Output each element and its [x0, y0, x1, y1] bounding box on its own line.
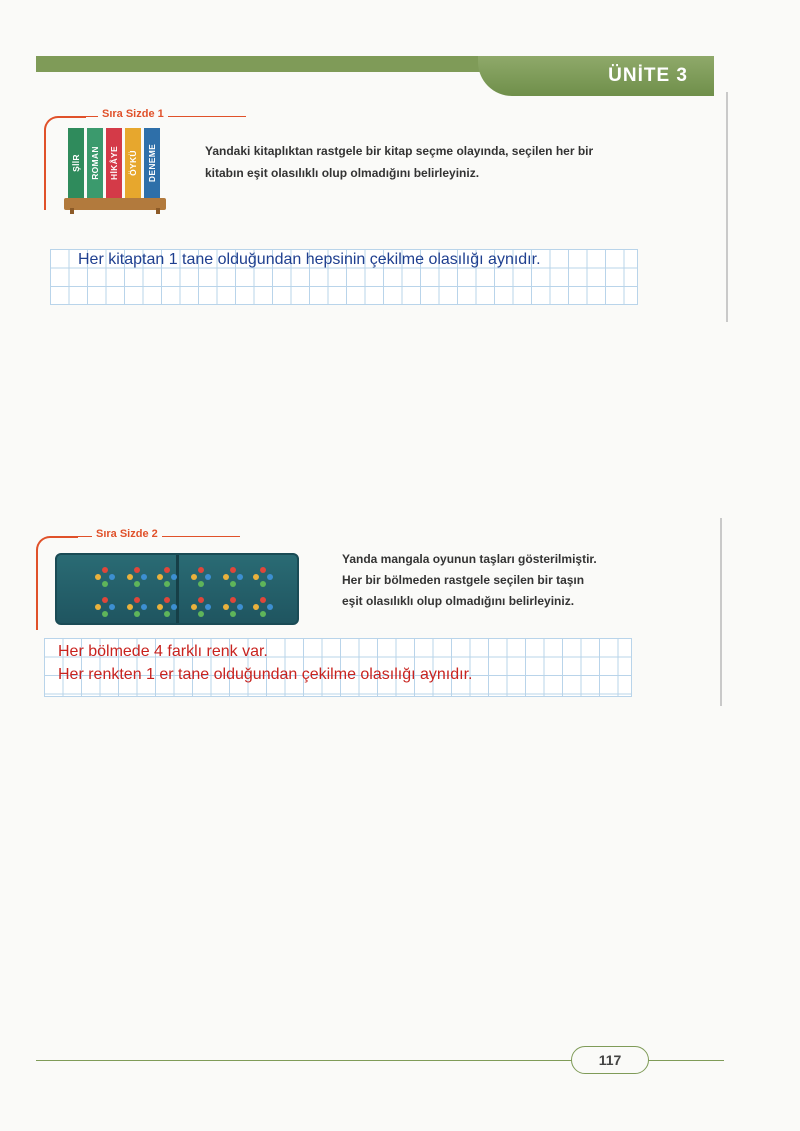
mangala-stone	[171, 604, 177, 610]
mangala-stone	[157, 574, 163, 580]
mangala-stone	[198, 567, 204, 573]
page-number: 117	[571, 1046, 649, 1074]
mangala-stone	[134, 611, 140, 617]
mangala-stone	[230, 581, 236, 587]
book: DENEME	[144, 128, 160, 198]
page-edge-line	[720, 518, 722, 706]
mangala-stone	[102, 567, 108, 573]
mangala-stone	[267, 574, 273, 580]
mangala-stone	[191, 574, 197, 580]
mangala-stone	[205, 604, 211, 610]
page-edge-line	[726, 92, 728, 322]
handwritten-answer: Her kitaptan 1 tane olduğundan hepsinin çekilme olasılığı aynıdır.	[78, 251, 541, 268]
mangala-stone	[260, 581, 266, 587]
mangala-stone	[127, 604, 133, 610]
mangala-stone	[95, 574, 101, 580]
mangala-stone	[164, 567, 170, 573]
mangala-pit	[223, 567, 243, 587]
mangala-stone	[253, 604, 259, 610]
mangala-pit	[127, 597, 147, 617]
mangala-stone	[237, 604, 243, 610]
mangala-stone	[260, 597, 266, 603]
mangala-pit	[127, 567, 147, 587]
mangala-stone	[223, 604, 229, 610]
mangala-stone	[164, 581, 170, 587]
mangala-stone	[198, 597, 204, 603]
mangala-pit	[191, 567, 211, 587]
mangala-stone	[109, 574, 115, 580]
question-text: Yanda mangala oyunun taşları gösterilmiştir. Her bir bölmeden rastgele seçilen bir taşın eşit olasılıklı olup olmadığını belirleyiniz.	[342, 552, 597, 608]
mangala-stone	[95, 604, 101, 610]
shelf-board	[64, 198, 166, 210]
mangala-stone	[198, 581, 204, 587]
mangala-stone	[157, 604, 163, 610]
bookshelf-illustration	[64, 128, 166, 214]
mangala-stone	[102, 611, 108, 617]
mangala-board-illustration	[55, 553, 299, 625]
mangala-stone	[260, 567, 266, 573]
mangala-pit	[157, 567, 177, 587]
mangala-pit	[95, 567, 115, 587]
mangala-stone	[134, 567, 140, 573]
mangala-pit	[253, 567, 273, 587]
handwritten-answer-line: Her renkten 1 er tane olduğundan çekilme olasılığı aynıdır.	[58, 666, 473, 683]
mangala-stone	[191, 604, 197, 610]
mangala-stone	[141, 574, 147, 580]
mangala-stone	[141, 604, 147, 610]
mangala-pit	[95, 597, 115, 617]
mangala-stone	[102, 597, 108, 603]
mangala-stone	[134, 581, 140, 587]
handwritten-answer-line: Her bölmede 4 farklı renk var.	[58, 643, 268, 660]
shelf-leg	[70, 208, 74, 214]
mangala-stone	[164, 611, 170, 617]
shelf-leg	[156, 208, 160, 214]
unit-label: ÜNİTE 3	[478, 56, 714, 96]
question-text: Yandaki kitaplıktan rastgele bir kitap seçme olayında, seçilen her bir kitabın eşit olasılıklı olup olmadığını belirleyiniz.	[205, 144, 594, 180]
mangala-stone	[127, 574, 133, 580]
mangala-stone	[230, 597, 236, 603]
book: ROMAN	[87, 128, 103, 198]
mangala-stone	[171, 574, 177, 580]
mangala-pit	[223, 597, 243, 617]
mangala-stone	[260, 611, 266, 617]
mangala-stone	[253, 574, 259, 580]
mangala-stone	[205, 574, 211, 580]
footer-line	[648, 1060, 724, 1061]
mangala-stone	[223, 574, 229, 580]
book: ÖYKÜ	[125, 128, 141, 198]
book: HİKÂYE	[106, 128, 122, 198]
mangala-stone	[267, 604, 273, 610]
section-title: Sıra Sizde 2	[92, 528, 162, 540]
mangala-stone	[237, 574, 243, 580]
mangala-stone	[109, 604, 115, 610]
section-title: Sıra Sizde 1	[98, 108, 168, 120]
mangala-pit	[191, 597, 211, 617]
mangala-pit	[157, 597, 177, 617]
mangala-stone	[230, 611, 236, 617]
mangala-stone	[134, 597, 140, 603]
mangala-pit	[253, 597, 273, 617]
mangala-stone	[198, 611, 204, 617]
mangala-stone	[164, 597, 170, 603]
book: ŞİİR	[68, 128, 84, 198]
mangala-stone	[230, 567, 236, 573]
footer-line	[36, 1060, 572, 1061]
mangala-stone	[102, 581, 108, 587]
